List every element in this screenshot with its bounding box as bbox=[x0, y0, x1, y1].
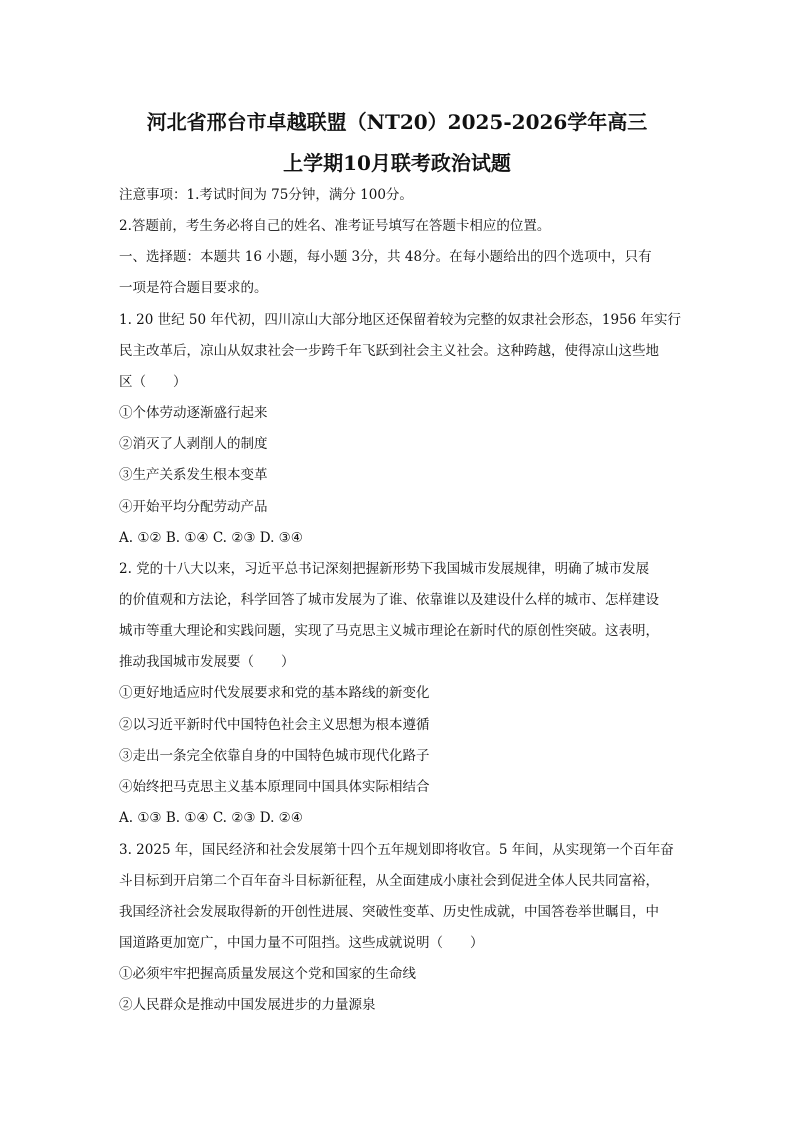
section-header-line-1: 一、选择题：本题共 16 小题，每小题 3分，共 48分。在每小题给出的四个选项中，只有 bbox=[119, 249, 652, 265]
document-title-line-2: 上学期10月联考政治试题 bbox=[283, 151, 511, 175]
question-1-stem-line-3: 区（ ） bbox=[119, 374, 187, 390]
question-1-stem-line-2: 民主改革后，凉山从奴隶社会一步跨千年飞跃到社会主义社会。这种跨越，使得凉山这些地 bbox=[119, 343, 659, 359]
question-2-stem-line-2: 的价值观和方法论，科学回答了城市发展为了谁、依靠谁以及建设什么样的城市、怎样建设 bbox=[119, 592, 659, 608]
question-3-stem-line-3: 我国经济社会发展取得新的开创性进展、突破性变革、历史性成就，中国答卷举世瞩目，中 bbox=[119, 904, 659, 920]
question-3-stem-line-1: 3. 2025 年，国民经济和社会发展第十四个五年规划即将收官。5 年间，从实现第一个百年奋 bbox=[119, 842, 674, 858]
question-2-stem-line-1: 2. 党的十八大以来，习近平总书记深刻把握新形势下我国城市发展规律，明确了城市发展 bbox=[119, 561, 650, 577]
question-2-item-3: ③走出一条完全依靠自身的中国特色城市现代化路子 bbox=[119, 748, 430, 764]
question-1-item-3: ③生产关系发生根本变革 bbox=[119, 467, 268, 483]
question-3-stem-line-4: 国道路更加宽广，中国力量不可阻挡。这些成就说明（ ） bbox=[119, 935, 484, 951]
question-1-item-2: ②消灭了人剥削人的制度 bbox=[119, 436, 268, 452]
question-1-item-4: ④开始平均分配劳动产品 bbox=[119, 499, 268, 515]
document-title-line-1: 河北省邢台市卓越联盟（NT20）2025-2026学年高三 bbox=[146, 110, 648, 134]
question-1-item-1: ①个体劳动逐渐盛行起来 bbox=[119, 405, 268, 421]
question-1-options: A. ①② B. ①④ C. ②③ D. ③④ bbox=[119, 530, 303, 546]
question-3-stem-line-2: 斗目标到开启第二个百年奋斗目标新征程，从全面建成小康社会到促进全体人民共同富裕， bbox=[119, 873, 659, 889]
question-2-item-4: ④始终把马克思主义基本原理同中国具体实际相结合 bbox=[119, 779, 430, 795]
notice-line-2: 2.答题前，考生务必将自己的姓名、准考证号填写在答题卡相应的位置。 bbox=[119, 218, 551, 234]
section-header-line-2: 一项是符合题目要求的。 bbox=[119, 280, 268, 296]
question-2-item-1: ①更好地适应时代发展要求和党的基本路线的新变化 bbox=[119, 685, 430, 701]
question-2-options: A. ①③ B. ①④ C. ②③ D. ②④ bbox=[119, 810, 303, 826]
question-3-item-2: ②人民群众是推动中国发展进步的力量源泉 bbox=[119, 997, 376, 1013]
notice-line-1: 注意事项：1.考试时间为 75分钟，满分 100分。 bbox=[119, 187, 413, 203]
question-2-stem-line-4: 推动我国城市发展要（ ） bbox=[119, 654, 295, 670]
question-1-stem-line-1: 1. 20 世纪 50 年代初，四川凉山大部分地区还保留着较为完整的奴隶社会形态，1956 年实行 bbox=[119, 312, 682, 328]
question-2-item-2: ②以习近平新时代中国特色社会主义思想为根本遵循 bbox=[119, 717, 430, 733]
question-3-item-1: ①必须牢牢把握高质量发展这个党和国家的生命线 bbox=[119, 966, 416, 982]
question-2-stem-line-3: 城市等重大理论和实践问题，实现了马克思主义城市理论在新时代的原创性突破。这表明， bbox=[119, 623, 659, 639]
